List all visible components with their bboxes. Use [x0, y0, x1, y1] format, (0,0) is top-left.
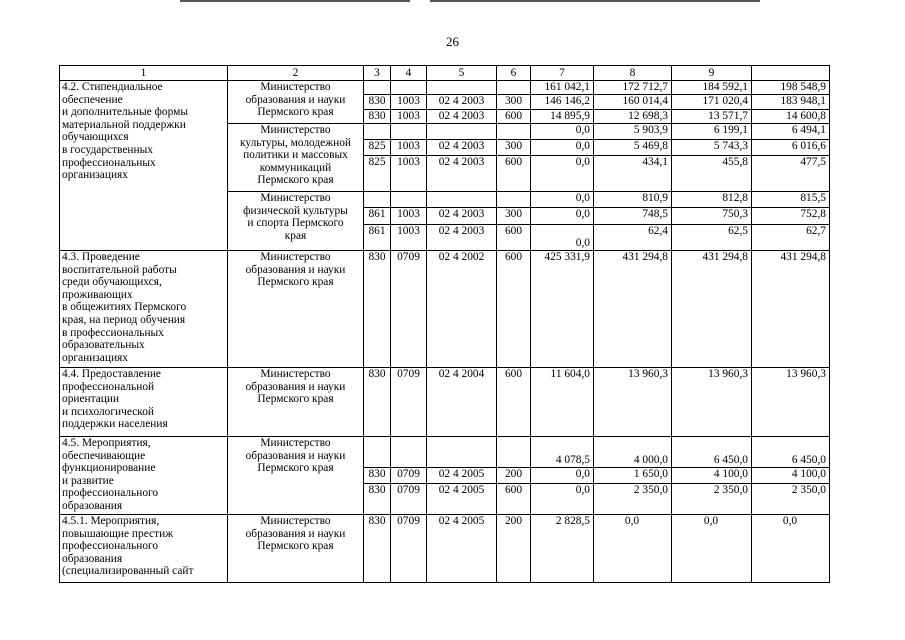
table-row [60, 515, 830, 583]
executor-name: Министерство образования и науки Пермского края [228, 437, 364, 515]
table-row [60, 437, 830, 468]
value-cell: 0,0 [531, 468, 594, 484]
code-cell: 02 4 2003 [427, 225, 497, 251]
code-cell: 600 [497, 484, 531, 515]
executor-name: Министерство образования и науки Пермского края [228, 368, 364, 437]
value-cell: 0,0 [752, 515, 830, 583]
value-cell: 13 960,3 [752, 368, 830, 437]
value-cell: 6 199,1 [672, 124, 752, 140]
header-cell: 5 [427, 66, 497, 81]
value-cell: 434,1 [594, 156, 672, 192]
value-cell: 748,5 [594, 208, 672, 225]
header-cell: 7 [531, 66, 594, 81]
value-cell: 0,0 [531, 124, 594, 140]
code-cell: 830 [364, 251, 391, 368]
code-cell: 830 [364, 468, 391, 484]
page-number: 26 [446, 34, 459, 49]
value-cell: 2 350,0 [672, 484, 752, 515]
code-cell: 02 4 2005 [427, 484, 497, 515]
code-cell: 0709 [391, 368, 427, 437]
value-cell: 0,0 [531, 208, 594, 225]
value-cell: 171 020,4 [672, 95, 752, 110]
value-cell: 752,8 [752, 208, 830, 225]
header-cell: 3 [364, 66, 391, 81]
code-cell: 02 4 2003 [427, 110, 497, 124]
header-cell: 6 [497, 66, 531, 81]
value-cell: 1 650,0 [594, 468, 672, 484]
table-row [60, 368, 830, 437]
header-cell: 9 [672, 66, 752, 81]
value-cell: 812,8 [672, 192, 752, 208]
value-cell: 6 494,1 [752, 124, 830, 140]
code-cell: 600 [497, 110, 531, 124]
code-cell: 300 [497, 208, 531, 225]
value-cell: 4 078,5 [531, 437, 594, 468]
value-cell: 13 960,3 [672, 368, 752, 437]
value-cell: 183 948,1 [752, 95, 830, 110]
value-cell: 14 895,9 [531, 110, 594, 124]
value-cell: 2 828,5 [531, 515, 594, 583]
value-cell: 0,0 [531, 156, 594, 192]
code-cell: 1003 [391, 110, 427, 124]
value-cell: 62,7 [752, 225, 830, 251]
value-cell: 431 294,8 [752, 251, 830, 368]
value-cell: 146 146,2 [531, 95, 594, 110]
code-cell: 0709 [391, 515, 427, 583]
value-cell: 5 469,8 [594, 140, 672, 156]
executor-name: Министерство образования и науки Пермского края [228, 81, 364, 124]
value-cell: 198 548,9 [752, 81, 830, 95]
value-cell: 425 331,9 [531, 251, 594, 368]
code-cell: 830 [364, 110, 391, 124]
budget-table [59, 65, 830, 583]
code-cell: 861 [364, 225, 391, 251]
code-cell: 1003 [391, 208, 427, 225]
code-cell: 600 [497, 368, 531, 437]
value-cell: 455,8 [672, 156, 752, 192]
value-cell: 62,5 [672, 225, 752, 251]
value-cell: 0,0 [531, 484, 594, 515]
item-name: 4.4. Предоставление профессиональной ориентации и психологической поддержки населения [60, 368, 228, 437]
code-cell: 1003 [391, 225, 427, 251]
executor-name: Министерство культуры, молодежной политики и массовых коммуникаций Пермского края [228, 124, 364, 192]
value-cell: 161 042,1 [531, 81, 594, 95]
value-cell: 431 294,8 [594, 251, 672, 368]
value-cell: 4 100,0 [752, 468, 830, 484]
code-cell: 861 [364, 208, 391, 225]
code-cell: 0709 [391, 251, 427, 368]
value-cell: 2 350,0 [594, 484, 672, 515]
value-cell: 0,0 [531, 192, 594, 208]
code-cell: 200 [497, 515, 531, 583]
header-row [60, 66, 830, 81]
code-cell: 1003 [391, 140, 427, 156]
code-cell: 02 4 2003 [427, 95, 497, 110]
value-cell: 4 100,0 [672, 468, 752, 484]
table-row [60, 251, 830, 368]
item-name: 4.2. Стипендиальное обеспечение и дополнительные формы материальной поддержки обучающихся в государственных профессиональных организациях [60, 81, 228, 251]
value-cell: 2 350,0 [752, 484, 830, 515]
item-name: 4.5.1. Мероприятия, повышающие престиж профессионального образования (специализированный сайт [60, 515, 228, 583]
code-cell: 200 [497, 468, 531, 484]
code-cell: 02 4 2005 [427, 515, 497, 583]
item-name: 4.5. Мероприятия, обеспечивающие функционирование и развитие профессионального образования [60, 437, 228, 515]
code-cell: 02 4 2003 [427, 140, 497, 156]
header-cell: 2 [228, 66, 364, 81]
code-cell: 830 [364, 484, 391, 515]
code-cell: 02 4 2004 [427, 368, 497, 437]
value-cell: 6 016,6 [752, 140, 830, 156]
header-cell: 1 [60, 66, 228, 81]
value-cell: 431 294,8 [672, 251, 752, 368]
code-cell: 830 [364, 515, 391, 583]
value-cell: 477,5 [752, 156, 830, 192]
value-cell: 810,9 [594, 192, 672, 208]
value-cell: 6 450,0 [672, 437, 752, 468]
value-cell: 815,5 [752, 192, 830, 208]
value-cell: 750,3 [672, 208, 752, 225]
value-cell: 5 903,9 [594, 124, 672, 140]
value-cell: 14 600,8 [752, 110, 830, 124]
code-cell: 825 [364, 156, 391, 192]
value-cell: 0,0 [672, 515, 752, 583]
code-cell: 0709 [391, 468, 427, 484]
top-rule-left [180, 0, 410, 2]
executor-name: Министерство образования и науки Пермского края [228, 515, 364, 583]
code-cell: 830 [364, 95, 391, 110]
value-cell: 0,0 [594, 515, 672, 583]
value-cell: 11 604,0 [531, 368, 594, 437]
value-cell: 4 000,0 [594, 437, 672, 468]
item-name: 4.3. Проведение воспитательной работы среди обучающихся, проживающих в общежитиях Пермского края, на период обучения в профессиональных образовательных организациях [60, 251, 228, 368]
header-cell: 8 [594, 66, 672, 81]
value-cell: 6 450,0 [752, 437, 830, 468]
code-cell: 1003 [391, 95, 427, 110]
code-cell: 02 4 2003 [427, 208, 497, 225]
value-cell: 13 571,7 [672, 110, 752, 124]
value-cell: 12 698,3 [594, 110, 672, 124]
value-cell: 0,0 [531, 225, 594, 251]
value-cell: 13 960,3 [594, 368, 672, 437]
code-cell: 600 [497, 251, 531, 368]
value-cell: 184 592,1 [672, 81, 752, 95]
code-cell: 0709 [391, 484, 427, 515]
value-cell: 62,4 [594, 225, 672, 251]
value-cell: 5 743,3 [672, 140, 752, 156]
code-cell: 825 [364, 140, 391, 156]
code-cell: 1003 [391, 156, 427, 192]
header-cell: 4 [391, 66, 427, 81]
code-cell: 600 [497, 225, 531, 251]
table-row [60, 81, 830, 95]
code-cell: 830 [364, 368, 391, 437]
top-rule-right [430, 0, 760, 2]
code-cell: 600 [497, 156, 531, 192]
value-cell: 172 712,7 [594, 81, 672, 95]
executor-name: Министерство физической культуры и спорта Пермского края [228, 192, 364, 251]
code-cell: 300 [497, 95, 531, 110]
code-cell: 02 4 2003 [427, 156, 497, 192]
value-cell: 0,0 [531, 140, 594, 156]
header-cell [752, 66, 830, 81]
code-cell: 02 4 2002 [427, 251, 497, 368]
value-cell: 160 014,4 [594, 95, 672, 110]
code-cell: 300 [497, 140, 531, 156]
code-cell: 02 4 2005 [427, 468, 497, 484]
executor-name: Министерство образования и науки Пермского края [228, 251, 364, 368]
